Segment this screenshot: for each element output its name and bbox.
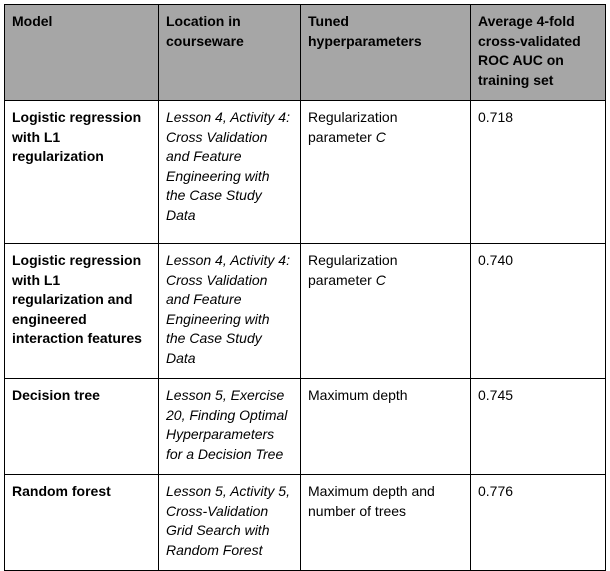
hyperparameters-text: Maximum depth and number of trees: [308, 483, 435, 519]
model-comparison-table: [4, 4, 606, 571]
courseware-location: Lesson 5, Exercise 20, Finding Optimal Hyperparameters for a Decision Tree: [159, 379, 301, 475]
header-hyperparameters: Tuned hyperparameters: [301, 5, 471, 101]
roc-auc-value: 0.740: [471, 244, 606, 379]
hyperparameter-symbol: C: [375, 271, 386, 288]
hyperparameter-symbol: C: [375, 128, 386, 145]
table-row: [5, 244, 606, 379]
table-row: [5, 379, 606, 475]
tuned-hyperparameters: [301, 475, 471, 571]
roc-auc-value: 0.745: [471, 379, 606, 475]
header-row: [5, 5, 606, 101]
table-header: [5, 5, 606, 101]
header-location: Location in courseware: [159, 5, 301, 101]
header-roc-auc: Average 4-fold cross-validated ROC AUC on training set: [471, 5, 606, 101]
hyperparameters-text: Regularization parameter: [308, 252, 398, 288]
tuned-hyperparameters: [301, 379, 471, 475]
courseware-location: Lesson 4, Activity 4: Cross Validation and Feature Engineering with the Case Study Data: [159, 101, 301, 244]
model-name: Logistic regression with L1 regularization and engineered interaction features: [5, 244, 159, 379]
table-row: [5, 101, 606, 244]
table-body: [5, 101, 606, 571]
hyperparameters-text: Maximum depth: [308, 387, 408, 403]
roc-auc-value: 0.718: [471, 101, 606, 244]
tuned-hyperparameters: [301, 244, 471, 379]
tuned-hyperparameters: [301, 101, 471, 244]
header-model: Model: [5, 5, 159, 101]
model-name: Random forest: [5, 475, 159, 571]
hyperparameters-text: Regularization parameter: [308, 109, 398, 145]
model-name: Decision tree: [5, 379, 159, 475]
table-row: [5, 475, 606, 571]
roc-auc-value: 0.776: [471, 475, 606, 571]
courseware-location: Lesson 4, Activity 4: Cross Validation and Feature Engineering with the Case Study Data: [159, 244, 301, 379]
courseware-location: Lesson 5, Activity 5, Cross-Validation Grid Search with Random Forest: [159, 475, 301, 571]
model-name: Logistic regression with L1 regularization: [5, 101, 159, 244]
